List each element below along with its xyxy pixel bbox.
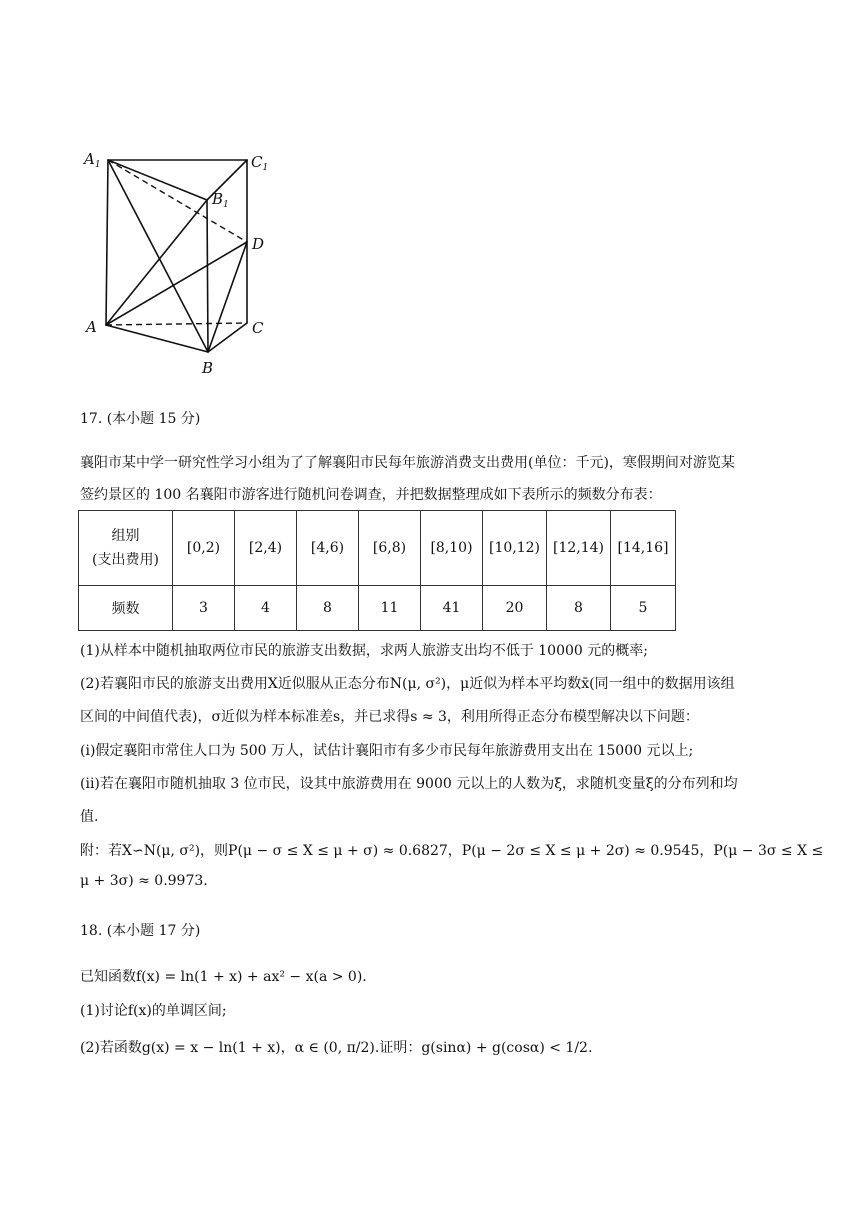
diag-AB1: [106, 200, 207, 325]
q17-part1: (1)从样本中随机抽取两位市民的旅游支出数据，求两人旅游支出均不低于 10000 元的概率;: [80, 643, 648, 659]
edge-AB: [106, 325, 208, 352]
edge-BB1: [207, 200, 208, 352]
q17-part2-line1: (2)若襄阳市民的旅游支出费用X近似服从正态分布N(μ, σ²)，μ近似为样本平均数x̄(同一组中的数据用该组: [80, 676, 735, 692]
label-B1: $B_1$: [212, 190, 229, 210]
freq-cell: 11: [359, 586, 421, 631]
q17-note-2: μ + 3σ) ≈ 0.9973.: [80, 873, 208, 889]
row-header-freq: 频数: [79, 586, 173, 631]
q17-part2-i: (i)假定襄阳市常住人口为 500 万人，试估计襄阳市有多少市民每年旅游费用支出在 15000 元以上;: [80, 743, 694, 759]
label-D: D: [252, 235, 265, 253]
group-cell: [4,6): [297, 511, 359, 586]
freq-cell: 8: [547, 586, 611, 631]
label-B: B: [202, 359, 214, 377]
freq-cell: 3: [173, 586, 235, 631]
q17-part2-line2: 区间的中间值代表)，σ近似为样本标准差s，并已求得s ≈ 3，利用所得正态分布模型解决以下问题：: [80, 709, 699, 725]
group-cell: [6,8): [359, 511, 421, 586]
diag-A1B: [108, 160, 208, 352]
label-A1: $A_1$: [84, 150, 101, 170]
label-C1: $C_1$: [251, 153, 269, 173]
freq-cell: 8: [297, 586, 359, 631]
prism-figure: [78, 145, 278, 380]
group-cell: [2,4): [235, 511, 297, 586]
q18-intro: 已知函数f(x) = ln(1 + x) + ax² − x(a > 0).: [80, 969, 367, 985]
frequency-table: [78, 510, 676, 631]
q17-intro-2: 签约景区的 100 名襄阳市游客进行随机问卷调查，并把数据整理成如下表所示的频数分布表：: [80, 487, 662, 503]
label-A: A: [86, 318, 97, 336]
label-C: C: [252, 319, 264, 337]
group-cell: [8,10): [421, 511, 483, 586]
group-cell: [0,2): [173, 511, 235, 586]
prism-diagram: [78, 145, 278, 380]
freq-cell: 20: [483, 586, 547, 631]
group-cell: [12,14): [547, 511, 611, 586]
freq-cell: 4: [235, 586, 297, 631]
q18-heading: 18. (本小题 17 分): [80, 923, 201, 939]
q18-part1: (1)讨论f(x)的单调区间;: [80, 1003, 227, 1019]
q17-heading: 17. (本小题 15 分): [80, 411, 201, 427]
q17-part2-ii-1: (ii)若在襄阳市随机抽取 3 位市民，设其中旅游费用在 9000 元以上的人数为ξ，求随机变量ξ的分布列和均: [80, 776, 738, 792]
q17-note-1: 附：若X∽N(μ, σ²)，则P(μ − σ ≤ X ≤ μ + σ) ≈ 0.6827，P(μ − 2σ ≤ X ≤ μ + 2σ) ≈ 0.9545，P(μ − 3σ ≤ X ≤: [80, 843, 824, 859]
hidden-AC: [106, 323, 247, 325]
table-row-freqs: [79, 586, 676, 631]
freq-cell: 41: [421, 586, 483, 631]
edge-A1B1: [108, 160, 207, 200]
q17-part2-ii-2: 值.: [80, 809, 99, 825]
group-cell: [10,12): [483, 511, 547, 586]
seg-AD: [106, 242, 247, 325]
freq-cell: 5: [611, 586, 676, 631]
q17-intro-1: 襄阳市某中学一研究性学习小组为了了解襄阳市民每年旅游消费支出费用(单位：千元)，寒假期间对游览某: [80, 455, 735, 471]
group-cell: [14,16]: [611, 511, 676, 586]
row-header-groups: 组别 (支出费用): [79, 511, 173, 586]
q18-part2: (2)若函数g(x) = x − ln(1 + x)，α ∈ (0, π/2).证明：g(sinα) + g(cosα) < 1/2.: [80, 1040, 593, 1056]
edge-AA1: [106, 160, 108, 325]
table-row-groups: [79, 511, 676, 586]
seg-BD: [208, 242, 247, 352]
